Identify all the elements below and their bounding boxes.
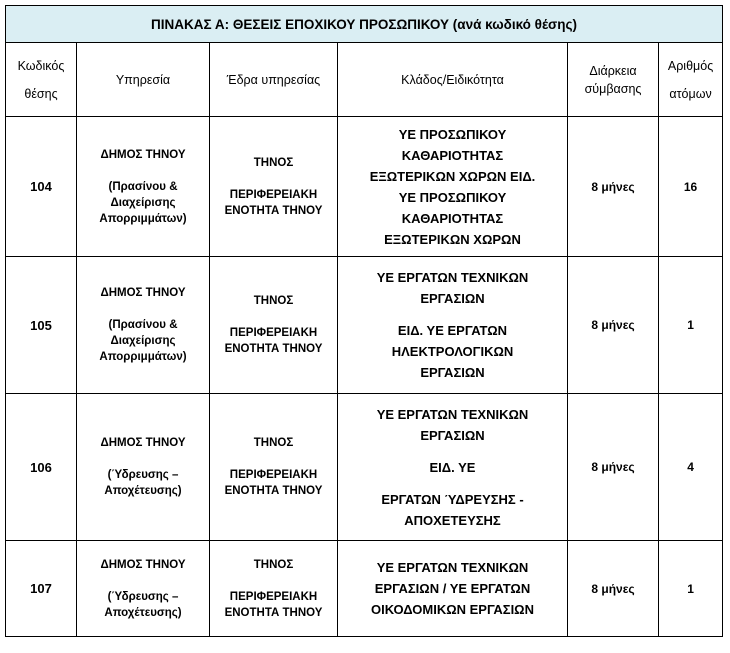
service-sub-line: (Ύδρευσης – <box>107 590 179 603</box>
seat-region-line: ΕΝΟΤΗΤΑ ΤΗΝΟΥ <box>224 606 323 619</box>
header-code-line1: Κωδικός <box>17 58 65 73</box>
seat-city: ΤΗΝΟΣ <box>253 156 294 169</box>
seat-cell <box>210 394 338 541</box>
people-count: 4 <box>659 394 723 541</box>
specialty-line: ΚΑΘΑΡΙΟΤΗΤΑΣ <box>401 147 504 163</box>
specialty-line: ΕΙΔ. ΥΕ <box>429 459 476 475</box>
seat-region-line: ΠΕΡΙΦΕΡΕΙΑΚΗ <box>229 327 318 339</box>
specialty-line: ΕΡΓΑΣΙΩΝ <box>420 365 485 380</box>
service-cell <box>77 394 210 541</box>
table-row <box>6 541 723 637</box>
header-duration-line1: Διάρκεια <box>589 63 637 78</box>
table-row <box>6 257 723 394</box>
seat-cell <box>210 257 338 394</box>
service-sub-line: Απορριμμάτων) <box>99 212 187 225</box>
header-count-line2: ατόμων <box>669 86 712 101</box>
specialty-line: ΗΛΕΚΤΡΟΛΟΓΙΚΩΝ <box>391 344 514 359</box>
header-duration-line2: σύμβασης <box>584 81 642 96</box>
position-code: 107 <box>6 541 77 637</box>
service-sub-line: Αποχέτευσης) <box>104 485 182 497</box>
header-branch: Κλάδος/Ειδικότητα <box>338 43 568 117</box>
table-row <box>6 394 723 541</box>
position-code: 106 <box>6 394 77 541</box>
seat-region-line: ΕΝΟΤΗΤΑ ΤΗΝΟΥ <box>224 485 323 497</box>
specialty-line: ΕΞΩΤΕΡΙΚΩΝ ΧΩΡΩΝ <box>384 231 521 247</box>
service-sub-line: Απορριμμάτων) <box>99 351 187 363</box>
specialty-line: ΚΑΘΑΡΙΟΤΗΤΑΣ <box>401 210 504 226</box>
people-count: 16 <box>659 117 723 257</box>
service-sub-line: Διαχείρισης <box>110 196 176 209</box>
specialty-line: ΟΙΚΟΔΟΜΙΚΩΝ ΕΡΓΑΣΙΩΝ <box>371 602 534 617</box>
seat-region-line: ΕΝΟΤΗΤΑ ΤΗΝΟΥ <box>224 343 323 355</box>
specialty-cell <box>338 394 568 541</box>
specialty-cell <box>338 541 568 637</box>
specialty-cell <box>338 117 568 257</box>
seat-cell <box>210 541 338 637</box>
service-name: ΔΗΜΟΣ ΤΗΝΟΥ <box>100 287 186 299</box>
specialty-line: ΥΕ ΠΡΟΣΩΠΙΚΟΥ <box>398 126 507 142</box>
header-service: Υπηρεσία <box>77 43 210 117</box>
specialty-line: ΥΕ ΠΡΟΣΩΠΙΚΟΥ <box>398 189 507 205</box>
service-sub-line: Αποχέτευσης) <box>104 606 182 619</box>
header-code-line2: θέσης <box>24 86 58 101</box>
people-count: 1 <box>659 257 723 394</box>
table-row <box>6 117 723 257</box>
service-sub-line: (Πρασίνου & <box>108 180 178 193</box>
positions-table <box>5 5 723 637</box>
specialty-line: ΕΡΓΑΣΙΩΝ <box>420 291 485 306</box>
position-code: 105 <box>6 257 77 394</box>
seat-city: ΤΗΝΟΣ <box>253 295 294 307</box>
contract-duration: 8 μήνες <box>568 541 659 637</box>
seat-city: ΤΗΝΟΣ <box>253 558 294 571</box>
contract-duration: 8 μήνες <box>568 117 659 257</box>
service-cell <box>77 117 210 257</box>
seat-cell <box>210 117 338 257</box>
service-name: ΔΗΜΟΣ ΤΗΝΟΥ <box>100 148 186 161</box>
specialty-line: ΕΡΓΑΣΙΩΝ / ΥΕ ΕΡΓΑΤΩΝ <box>374 581 531 596</box>
specialty-line: ΕΡΓΑΤΩΝ ΎΔΡΕΥΣΗΣ - <box>381 491 524 507</box>
service-name: ΔΗΜΟΣ ΤΗΝΟΥ <box>100 558 186 571</box>
specialty-cell <box>338 257 568 394</box>
header-seat: Έδρα υπηρεσίας <box>210 43 338 117</box>
specialty-line: ΥΕ ΕΡΓΑΤΩΝ ΤΕΧΝΙΚΩΝ <box>376 560 529 575</box>
specialty-line: ΥΕ ΕΡΓΑΤΩΝ ΤΕΧΝΙΚΩΝ <box>376 270 529 285</box>
service-sub-line: (Ύδρευσης – <box>107 469 179 481</box>
service-cell <box>77 541 210 637</box>
seat-region-line: ΠΕΡΙΦΕΡΕΙΑΚΗ <box>229 590 318 603</box>
specialty-line: ΑΠΟΧΕΤΕΥΣΗΣ <box>404 512 501 528</box>
header-count-line1: Αριθμός <box>667 58 714 73</box>
contract-duration: 8 μήνες <box>568 257 659 394</box>
contract-duration: 8 μήνες <box>568 394 659 541</box>
people-count: 1 <box>659 541 723 637</box>
service-sub-line: (Πρασίνου & <box>108 319 178 331</box>
seat-city: ΤΗΝΟΣ <box>253 437 294 449</box>
service-name: ΔΗΜΟΣ ΤΗΝΟΥ <box>100 437 186 449</box>
header-count <box>659 43 723 117</box>
service-cell <box>77 257 210 394</box>
specialty-line: ΕΞΩΤΕΡΙΚΩΝ ΧΩΡΩΝ ΕΙΔ. <box>369 168 536 184</box>
seat-region-line: ΠΕΡΙΦΕΡΕΙΑΚΗ <box>229 188 318 201</box>
header-duration <box>568 43 659 117</box>
header-row <box>6 43 723 117</box>
specialty-line: ΥΕ ΕΡΓΑΤΩΝ ΤΕΧΝΙΚΩΝ <box>376 406 529 422</box>
specialty-line: ΕΡΓΑΣΙΩΝ <box>420 427 485 443</box>
position-code: 104 <box>6 117 77 257</box>
service-sub-line: Διαχείρισης <box>110 335 176 347</box>
seat-region-line: ΕΝΟΤΗΤΑ ΤΗΝΟΥ <box>224 204 323 217</box>
table-title: ΠΙΝΑΚΑΣ Α: ΘΕΣΕΙΣ ΕΠΟΧΙΚΟΥ ΠΡΟΣΩΠΙΚΟΥ (ανά κωδικό θέσης) <box>6 6 723 43</box>
header-code <box>6 43 77 117</box>
seat-region-line: ΠΕΡΙΦΕΡΕΙΑΚΗ <box>229 469 318 481</box>
specialty-line: ΕΙΔ. ΥΕ ΕΡΓΑΤΩΝ <box>397 323 508 338</box>
